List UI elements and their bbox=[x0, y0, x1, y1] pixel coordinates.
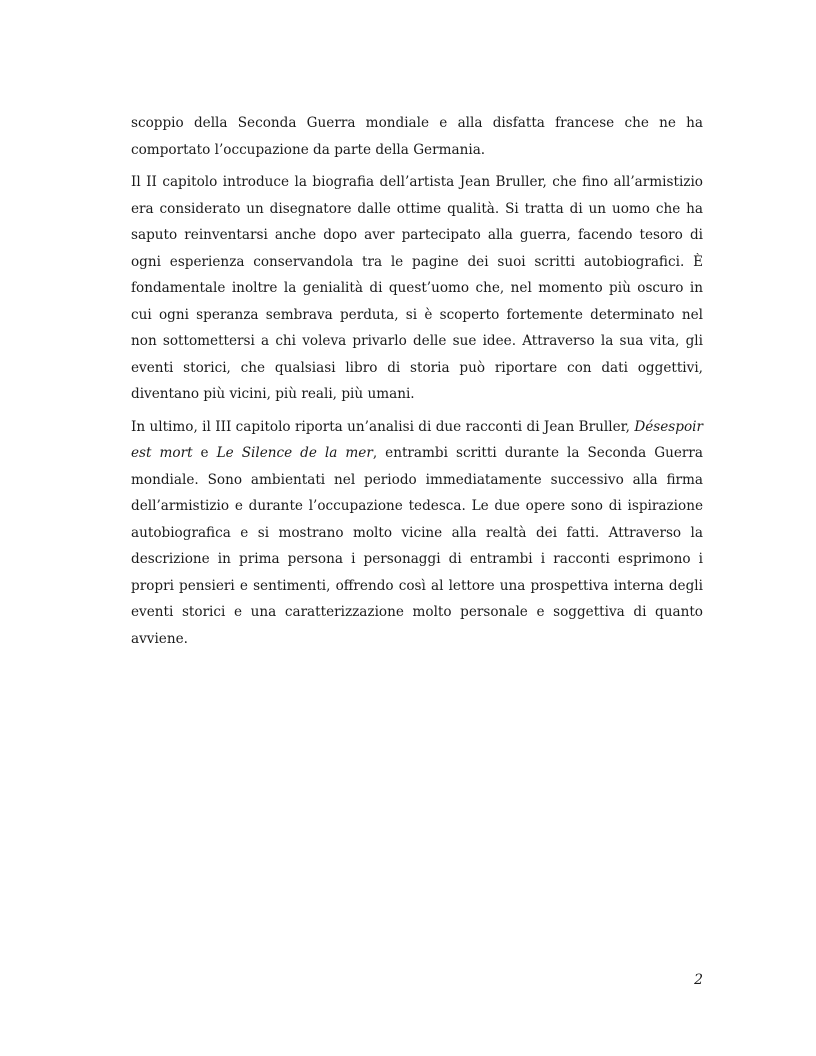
book-title-silence: Le Silence de la mer bbox=[216, 445, 373, 461]
paragraph-3 bbox=[131, 414, 703, 653]
paragraph-3-text-c: , entrambi scritti durante la Seconda Guerra mondiale. Sono ambientati nel periodo immediatamente successivo alla firma dell’armistizio e durante l’occupazione tedesca. Le due opere sono di ispirazione autobiografica e si mostrano molto vicine alla realtà dei fatti. Attraverso la descrizione in prima persona i personaggi di entrambi i racconti esprimono i propri pensieri e sentimenti, offrendo così al lettore una prospettiva interna degli eventi storici e una caratterizzazione molto personale e soggettiva di quanto avviene. bbox=[131, 445, 703, 647]
paragraph-3-text-b: e bbox=[192, 445, 217, 461]
book-title-desespoir: Désespoir est mort bbox=[131, 418, 703, 461]
paragraph-1: scoppio della Seconda Guerra mondiale e alla disfatta francese che ne ha comportato l’occupazione da parte della Germania. bbox=[131, 115, 703, 158]
paragraph-3-text-a: In ultimo, il III capitolo riporta un’analisi di due racconti di Jean Bruller, bbox=[131, 418, 635, 435]
body-text bbox=[131, 110, 703, 658]
page-number: 2 bbox=[694, 972, 703, 988]
paragraph-2: Il II capitolo introduce la biografia dell’artista Jean Bruller, che fino all’armistizio era considerato un disegnatore dalle ottime qualità. Si tratta di un uomo che ha saputo reinventarsi anche dopo aver partecipato alla guerra, facendo tesoro di ogni esperienza conservandola tra le pagine dei suoi scritti autobiografici. È fondamentale inoltre la genialità di quest’uomo che, nel momento più oscuro in cui ogni speranza sembrava perduta, si è scoperto fortemente determinato nel non sottomettersi a chi voleva privarlo delle sue idee. Attraverso la sua vita, gli eventi storici, che qualsiasi libro di storia può riportare con dati oggettivi, diventano più vicini, più reali, più umani. bbox=[131, 174, 703, 402]
